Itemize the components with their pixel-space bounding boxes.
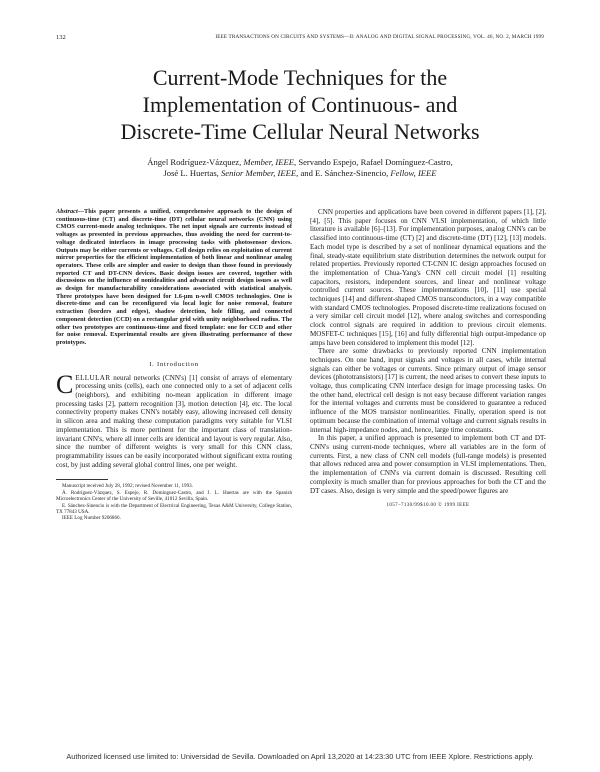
paragraph-3: In this paper, a unified approach is presented to implement both CT and DT-CNN's using current-mode techniques, where all variables are in the form of currents. First, a new class of CNN cell models (full-range models) is presented that allows reduced area and power consumption in VLSI implementations. Then, the implementation of CNN's via current domain is discussed. Resulting cell complexity is much smaller than for previous approaches for both the CT and the DT cases. Also, design is very simple and the speed/power figures are [310,434,546,495]
authors-line-2-mid: , and E. Sánchez-Sinencio, [296,168,391,178]
section-heading-introduction: I. Introduction [149,360,199,368]
authors-line-2-grade: Senior Member, IEEE [220,168,297,178]
footnote-affiliation-1: Á. Rodríguez-Vázquez, S. Espejo, R. Domínguez-Castro, and J. L. Huertas are with the Spanish Microelectronics Center of the University of Seville, 41012 Sevilla, Spain. [56,489,292,503]
paragraph-1: CNN properties and applications have been covered in different papers [1], [2], [4], [5]. This paper focuses on CNN VLSI implementation, of which little literature is available [6]–[13]. For implementation purposes, analog CNN's can be classified into continuous-time (CT) [2] and discrete-time (DT) [12], [13] models. Each model type is described by a set of nonlinear dynamical equations and the final, steady-state equilibrium state distribution determines the network output for related properties. Previously reported CT-CNN IC design approaches focused on the implementation of Chua-Yang's CNN cell circuit model [1] resulting capacitors, resistors, independent sources, and linear and nonlinear voltage controlled current sources. These implementations [10], [11] use special techniques [14] and different-shaped CMOS transconductors, in a way compatible with standard CMOS technologies. Proposed discrete-time realizations focused on a very similar cell circuit model [12], where analog switches and corresponding clock control signals are required in addition to previous circuit elements. MOSFET-C techniques [15], [16] and fully differential high output-impedance op amps have been considered to implement this model [12]. [310,208,546,347]
running-head: IEEE TRANSACTIONS ON CIRCUITS AND SYSTEMS—II: ANALOG AND DIGITAL SIGNAL PROCESSING, VOL. 46, NO. 2, MARCH 1999 [215,34,544,40]
intro-lead-word: ELLULAR [75,373,111,382]
license-footer: Authorized licensed use limited to: Universidad de Sevilla. Downloaded on April 13,2020 at 14:23:30 UTC from IEEE Xplore. Restrictions apply. [66,752,534,761]
right-column [310,208,546,508]
abstract-label: Abstract— [56,208,84,215]
authors-line-1-grade: Member, IEEE [243,157,295,167]
title-line-2: Implementation of Continuous- and [142,92,458,117]
authors-line-1-names: Ángel Rodríguez-Vázquez, [147,157,244,167]
authors-line-2-grade2: Fellow, IEEE [390,168,437,178]
title-line-3: Discrete-Time Cellular Neural Networks [120,119,480,144]
left-column [56,208,292,522]
authors-line-1-rest: , Servando Espejo, Rafael Domínguez-Castro, [294,157,453,167]
drop-cap: C [56,369,74,399]
page-header [56,34,544,44]
page-number: 132 [56,34,66,41]
footnote-divider [56,479,108,480]
authors-line-2-names: José L. Huertas, [163,168,221,178]
abstract [56,208,292,347]
title-line-1: Current-Mode Techniques for the [152,65,448,90]
footnote-affiliation-2: E. Sánchez-Sinencio is with the Department of Electrical Engineering, Texas A&M University, College Station, TX 77843 USA. [56,502,292,516]
paper-title [56,64,544,145]
introduction-paragraph [56,369,292,470]
author-list [56,157,544,179]
footnotes [56,483,292,521]
title-block [56,64,544,179]
footnote-log-number: IEEE Log Number 9206866. [62,515,121,522]
body-text [310,208,546,495]
paragraph-2: There are some drawbacks to previously reported CNN implementation techniques. On one hand, input signals and voltages in all cases, while internal signals can either be voltages or currents. Since primary output of image sensor devices (phototransistors) [17] is current, the need arises to convert these inputs to voltage, thus complicating CNN interface design for image processing tasks. On the other hand, electrical cell design is not easy because different variation ranges for the internal voltages and currents must be considered to guarantee a reduced influence of the MOS transistor nonlinearities. Finally, operation speed is not optimum because the combination of internal voltage and current signals results in internal high-impedance nodes, and, hence, large time constants. [310,347,546,434]
footnote-manuscript: Manuscript received July 28, 1992; revised November 11, 1993. [62,483,193,490]
intro-text: neural networks (CNN's) [1] consist of arrays of elementary processing units (cells), each one connected only to a set of adjacent cells (neighbors), and exhibiting no-mean application in different image processing tasks [2], pattern recognition [3], motion detection [4], etc. The local connectivity property makes CNN's notably easy, allowing increased cell density in silicon area and making these computation paradigms very suitable for VLSI implementation. This is more pertinent for the important class of translation-invariant CNN's, where all inner cells are identical and layout is very regular. Also, since the number of different weights is very small for this CNN class, programmability issues can be easily incorporated without significant extra routing cost, by just adding several global control lines, one per weight. [56,373,292,469]
abstract-text: This paper presents a unified, comprehensive approach to the design of continuous-time (CT) and discrete-time (DT) cellular neural networks (CNN) using CMOS current-mode analog techniques. The net input signals are currents instead of voltages as presented in previous approaches, thus avoiding the need for current-to-voltage dedicated interfaces in image processing tasks with photosensor devices. Outputs may be either currents or voltages. Cell design relies on exploitation of current mirror properties for the efficient implementation of both linear and nonlinear analog operators. These cells are simpler and easier to design than those found in previously reported CT and DT-CNN devices. Basic design issues are covered, together with discussions on the influence of nonidealities and advanced circuit design issues as well as design for manufacturability considerations associated with statistical analysis. Three prototypes have been designed for 1.6-μm n-well CMOS technologies. One is discrete-time and can be reconfigured via local logic for noise removal, feature extraction (borders and edges), shadow detection, hole filling, and connected component detection (CCD) on a rectangular grid with unity neighborhood radius. The other two prototypes are continuous-time and fixed template: one for CCD and other for noise removal. Experimental results are given illustrating performance of these prototypes. [56,208,292,346]
copyright-notice: 1057–7130/99$10.00 © 1999 IEEE [386,503,470,509]
